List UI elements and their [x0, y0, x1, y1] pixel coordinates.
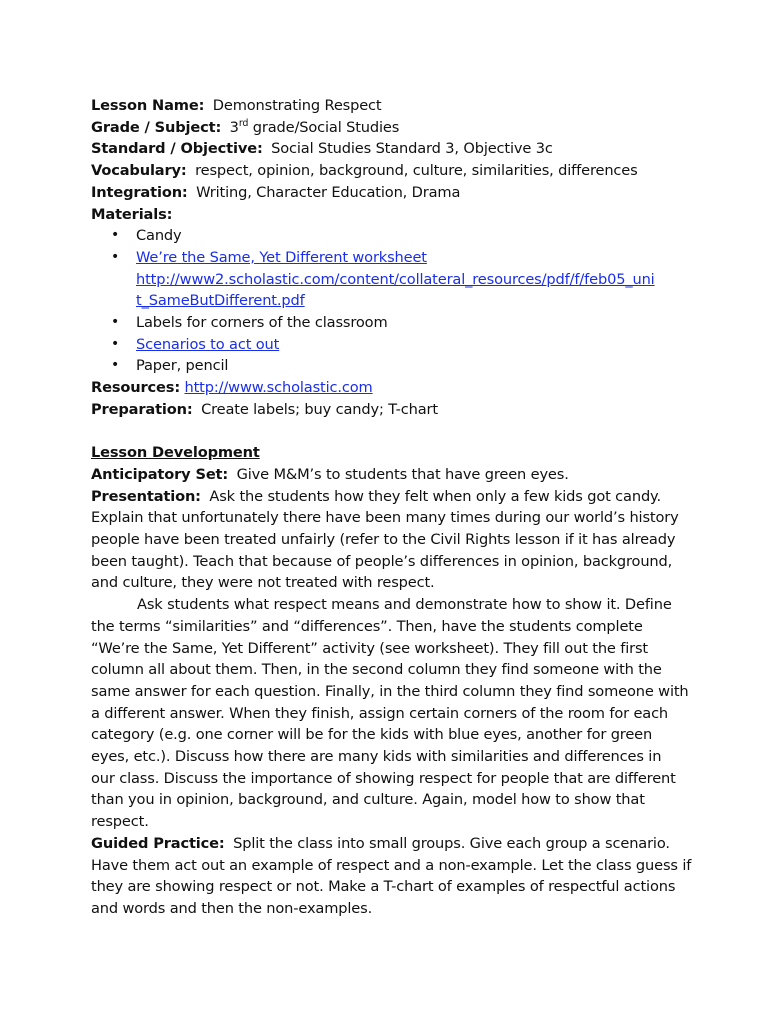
standard-objective-row [91, 138, 691, 160]
bullet-icon: • [111, 248, 120, 265]
presentation-p2-line-11: respect. [91, 813, 149, 831]
list-item [91, 355, 691, 377]
presentation-p2-line-1: Ask students what respect means and demonstrate how to show it. Define [137, 596, 672, 614]
lesson-name-row [91, 95, 691, 117]
integration-row [91, 182, 691, 204]
preparation-label: Preparation: [91, 400, 193, 418]
lesson-plan-document [91, 95, 691, 920]
presentation-line-4: been taught). Teach that because of people’s differences in opinion, background, [91, 552, 673, 570]
material-labels: Labels for corners of the classroom [136, 314, 388, 332]
integration-value: Writing, Character Education, Drama [196, 183, 461, 201]
integration-label: Integration: [91, 183, 188, 201]
preparation-value: Create labels; buy candy; T-chart [201, 400, 438, 418]
list-item [91, 334, 691, 356]
presentation-p2-line-7: category (e.g. one corner will be for the kids with blue eyes, another for green [91, 726, 653, 744]
grade-subject-label: Grade / Subject: [91, 118, 222, 136]
guided-practice-line-1: Split the class into small groups. Give each group a scenario. [233, 834, 670, 852]
list-item [91, 225, 691, 247]
vocabulary-label: Vocabulary: [91, 162, 187, 180]
blank-line [91, 421, 691, 443]
presentation-paragraph [91, 486, 691, 595]
material-paper-pencil: Paper, pencil [136, 357, 229, 375]
lesson-name-label: Lesson Name: [91, 97, 205, 114]
lesson-development-heading: Lesson Development [91, 444, 260, 462]
bullet-icon: • [111, 314, 120, 331]
bullet-icon: • [111, 357, 120, 374]
grade-subject-value: grade/Social Studies [248, 118, 400, 136]
bullet-icon: • [111, 227, 120, 244]
guided-practice-line-3: they are showing respect or not. Make a T-chart of examples of respectful actions [91, 878, 676, 896]
standard-objective-value: Social Studies Standard 3, Objective 3c [271, 140, 553, 158]
guided-practice-label: Guided Practice: [91, 834, 225, 852]
anticipatory-set-row [91, 464, 691, 486]
list-item [91, 247, 691, 312]
scenarios-link[interactable]: Scenarios to act out [136, 335, 280, 353]
grade-subject-row [91, 117, 691, 139]
presentation-p2-line-4: column all about them. Then, in the second column they find someone with the [91, 661, 662, 679]
materials-label: Materials: [91, 205, 173, 223]
vocabulary-row [91, 160, 691, 182]
worksheet-url-link-line-1[interactable]: http://www2.scholastic.com/content/collateral_resources/pdf/f/feb05_uni [136, 270, 655, 288]
vocabulary-value: respect, opinion, background, culture, similarities, differences [195, 162, 638, 180]
worksheet-link[interactable]: We’re the Same, Yet Different worksheet [136, 248, 427, 266]
presentation-p2-line-9: our class. Discuss the importance of showing respect for people that are different [91, 769, 676, 787]
lesson-name-value: Demonstrating Respect [212, 97, 382, 114]
presentation-line-3: people have been treated unfairly (refer to the Civil Rights lesson if it has already [91, 531, 676, 549]
resources-row [91, 377, 691, 399]
list-item [91, 312, 691, 334]
resources-label: Resources: [91, 379, 181, 397]
guided-practice-line-4: and words and then the non-examples. [91, 900, 373, 917]
anticipatory-set-label: Anticipatory Set: [91, 465, 229, 483]
presentation-line-5: and culture, they were not treated with respect. [91, 574, 435, 592]
presentation-p2-line-10: than you in opinion, background, and culture. Again, model how to show that [91, 791, 645, 809]
presentation-p2-line-8: eyes, etc.). Discuss how there are many kids with similarities and differences in [91, 748, 662, 766]
presentation-p2-line-5: same answer for each question. Finally, in the third column they find someone with [91, 682, 689, 700]
guided-practice-paragraph [91, 833, 691, 920]
material-candy: Candy [136, 227, 182, 245]
materials-list [91, 225, 691, 377]
worksheet-url-link-line-2[interactable]: t_SameButDifferent.pdf [136, 292, 305, 310]
presentation-p2-line-3: “We’re the Same, Yet Different” activity (see worksheet). They fill out the first [91, 639, 649, 657]
guided-practice-line-2: Have them act out an example of respect and a non-example. Let the class guess if [91, 856, 692, 874]
preparation-row [91, 399, 691, 421]
grade-ordinal-suffix: rd [238, 117, 249, 129]
grade-number: 3 [229, 118, 239, 136]
presentation-p2-line-6: a different answer. When they finish, assign certain corners of the room for each [91, 704, 669, 722]
presentation-line-1: Ask the students how they felt when only a few kids got candy. [209, 487, 661, 505]
standard-objective-label: Standard / Objective: [91, 140, 263, 158]
resources-link[interactable]: http://www.scholastic.com [184, 379, 373, 397]
presentation-paragraph-2 [91, 594, 691, 833]
bullet-icon: • [111, 335, 120, 352]
presentation-line-2: Explain that unfortunately there have been many times during our world’s history [91, 509, 679, 527]
lesson-development-heading-row [91, 442, 691, 464]
presentation-label: Presentation: [91, 487, 201, 505]
anticipatory-set-value: Give M&M’s to students that have green eyes. [236, 465, 569, 483]
presentation-p2-line-2: the terms “similarities” and “differences”. Then, have the students complete [91, 617, 643, 635]
materials-row [91, 204, 691, 226]
